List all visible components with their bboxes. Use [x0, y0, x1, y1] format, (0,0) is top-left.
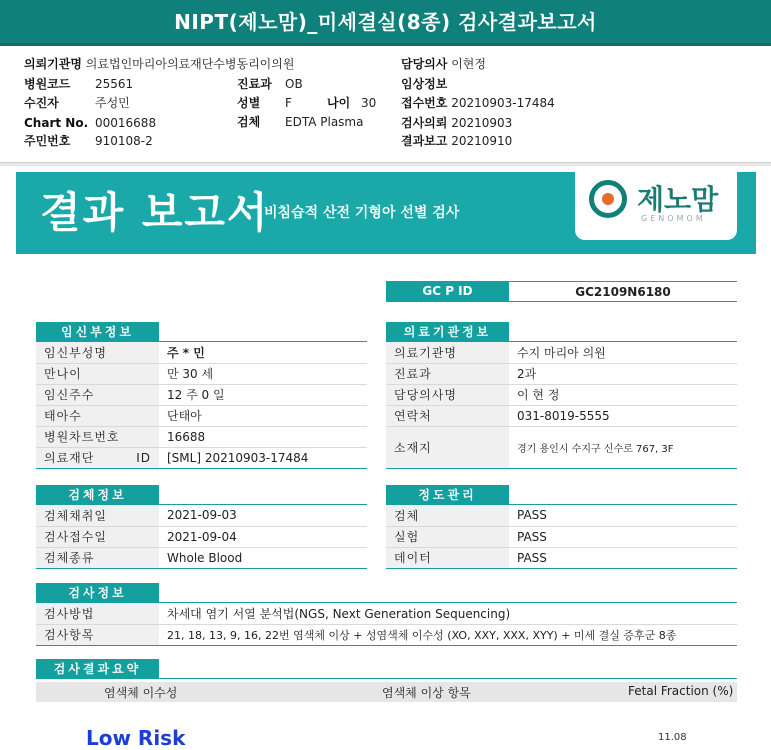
gcp-id-label: GC P ID: [386, 281, 509, 302]
field-label: 만나이: [36, 363, 159, 384]
table-row: [386, 405, 737, 426]
field-value: Whole Blood: [159, 547, 367, 568]
hospcode-value: 25561: [95, 77, 134, 91]
dept-label: 진료과: [237, 77, 272, 91]
clinical-label: 임상정보: [401, 77, 448, 91]
table-row: [386, 363, 737, 384]
field-label: 데이터: [386, 547, 509, 568]
field-value: 21, 18, 13, 9, 16, 22번 염색체 이상 + 성염색체 이수성 (XO, XXY, XXX, XYY) + 미세 결실 증후군 8종: [159, 624, 737, 645]
field-label: 담당의사명: [386, 384, 509, 405]
field-label: 임신부성명: [36, 342, 159, 363]
field-label: 의료기관명: [386, 342, 509, 363]
rrn-value: 910108-2: [95, 134, 153, 148]
field-value: 단태아: [159, 405, 367, 426]
table-row: [386, 526, 737, 547]
field-value: 2021-09-03: [159, 505, 367, 526]
field-value: 차세대 염기 서열 분석법(NGS, Next Generation Sequencing): [159, 603, 737, 624]
summary-col-abnormal: 염색체 이상 항목: [382, 686, 471, 700]
field-value: 2021-09-04: [159, 526, 367, 547]
chart-label: Chart No.: [24, 116, 89, 130]
institution-table: [386, 342, 737, 469]
logo-text: 제노맘: [637, 183, 719, 216]
table-row: [36, 363, 367, 384]
risk-result: Low Risk: [86, 726, 186, 750]
table-row: [386, 547, 737, 568]
field-label: 검체: [386, 505, 509, 526]
report-title-bar: [0, 0, 771, 46]
sex-label: 성별: [237, 96, 261, 110]
field-label: 의료재단 ID: [36, 447, 159, 468]
institution-field: 의뢰기관명 의료법인마리아의료재단수병동리이의원: [24, 57, 295, 71]
table-row: [36, 624, 737, 645]
request-field: 검사의뢰 20210903: [401, 116, 513, 130]
recipient-value: 주성민: [95, 96, 130, 110]
fetal-fraction-value: 11.08: [658, 732, 687, 743]
table-row: [36, 405, 367, 426]
field-label: 검체종류: [36, 547, 159, 568]
summary-col-ff: Fetal Fraction (%): [628, 684, 734, 698]
field-value: [SML] 20210903-17484: [159, 447, 367, 468]
table-row: [386, 426, 737, 468]
field-value: 주 * 민: [159, 342, 367, 363]
chart-value: 00016688: [95, 116, 157, 130]
report-field: 결과보고 20210910: [401, 134, 513, 148]
specimen-table: [36, 505, 367, 569]
field-value: PASS: [509, 505, 737, 526]
specimen-section-head: 검체정보: [36, 485, 159, 505]
test-table: [36, 603, 737, 646]
banner-subtitle: 비침습적 산전 기형아 선별 검사: [264, 205, 460, 221]
field-value: 수지 마리아 의원: [509, 342, 737, 363]
table-row: [36, 603, 737, 624]
pregnant-table: [36, 342, 367, 469]
recipient-label: 수진자: [24, 96, 59, 110]
test-section-head: 검사정보: [36, 583, 159, 603]
table-row: [386, 505, 737, 526]
dept-value: OB: [285, 77, 303, 91]
field-label: 태아수: [36, 405, 159, 426]
banner-title: 결과 보고서: [40, 188, 270, 237]
summary-header-row: [36, 682, 737, 702]
logo-subtext: GENOMOM: [641, 214, 706, 223]
genomom-logo-icon: [589, 180, 627, 218]
table-row: [36, 526, 367, 547]
table-row: [36, 547, 367, 568]
qc-section-head: 정도관리: [386, 485, 509, 505]
field-label: 검체채취일: [36, 505, 159, 526]
summary-col-aneuploidy: 염색체 이수성: [104, 686, 178, 700]
field-label: 진료과: [386, 363, 509, 384]
field-value: 경기 용인시 수지구 신수로 767, 3F: [509, 426, 737, 468]
institution-section-head: 의료기관정보: [386, 322, 509, 342]
rrn-label: 주민번호: [24, 134, 71, 148]
report-title: NIPT(제노맘)_미세결실(8종) 검사결과보고서: [174, 10, 597, 34]
field-value: 12 주 0 일: [159, 384, 367, 405]
table-row: [36, 447, 367, 468]
field-label: 실험: [386, 526, 509, 547]
table-row: [36, 384, 367, 405]
field-label: 검사항목: [36, 624, 159, 645]
table-row: [36, 342, 367, 363]
field-value: 031-8019-5555: [509, 405, 737, 426]
field-value: 16688: [159, 426, 367, 447]
field-value: PASS: [509, 547, 737, 568]
field-label: 연락처: [386, 405, 509, 426]
field-label: 병원차트번호: [36, 426, 159, 447]
specimen-label: 검체: [237, 115, 261, 129]
sex-value: F: [285, 96, 292, 110]
table-row: [36, 426, 367, 447]
field-value: 이 현 정: [509, 384, 737, 405]
summary-section-line: [36, 678, 737, 679]
table-row: [386, 342, 737, 363]
age-value: 30: [361, 96, 377, 110]
specimen-value: EDTA Plasma: [285, 115, 364, 129]
header-divider: [0, 162, 771, 166]
field-value: 2과: [509, 363, 737, 384]
field-value: 만 30 세: [159, 363, 367, 384]
gcp-id-value: GC2109N6180: [509, 281, 737, 302]
summary-section-head: 검사결과요약: [36, 659, 159, 679]
doctor-field: 담당의사 이현정: [401, 57, 486, 71]
field-label: 임신주수: [36, 384, 159, 405]
pregnant-section-head: 임신부정보: [36, 322, 159, 342]
field-label: 소재지: [386, 426, 509, 468]
accession-field: 접수번호 20210903-17484: [401, 96, 555, 110]
field-label: 검사접수일: [36, 526, 159, 547]
age-label: 나이: [327, 96, 351, 110]
genomom-logo: [575, 172, 737, 240]
qc-table: [386, 505, 737, 569]
field-label: 검사방법: [36, 603, 159, 624]
table-row: [36, 505, 367, 526]
table-row: [386, 384, 737, 405]
field-value: PASS: [509, 526, 737, 547]
hospcode-label: 병원코드: [24, 77, 71, 91]
